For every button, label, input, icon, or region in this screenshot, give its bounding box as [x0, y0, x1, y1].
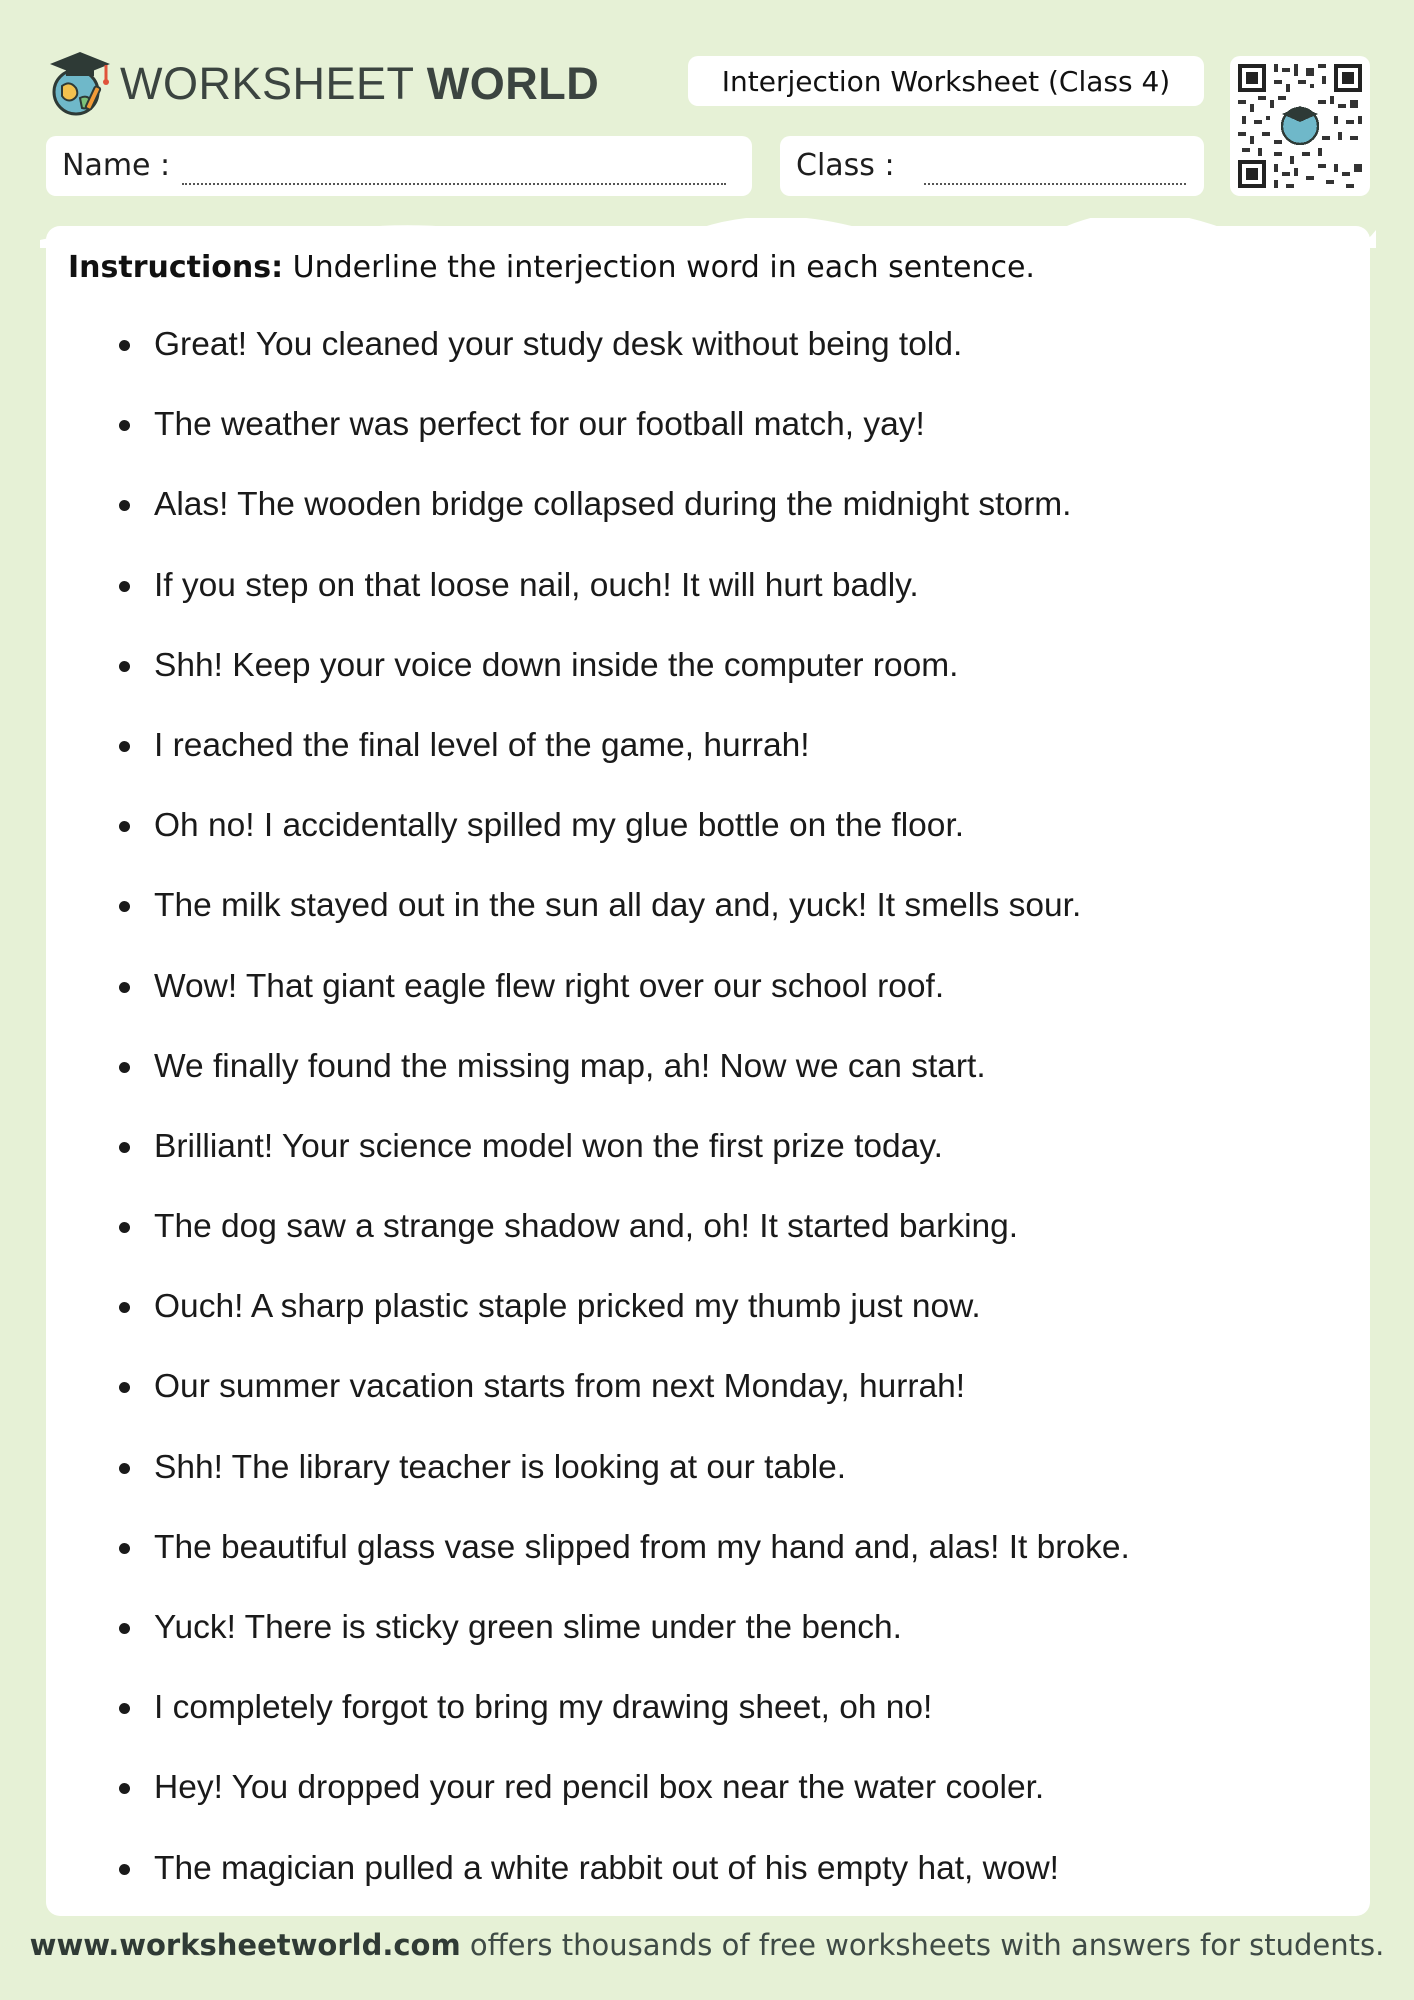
question-item: Oh no! I accidentally spilled my glue bottle on the floor. — [46, 805, 1130, 885]
question-item: Our summer vacation starts from next Monday, hurrah! — [46, 1366, 1130, 1446]
name-field[interactable] — [46, 136, 752, 196]
qr-code-icon — [1238, 64, 1362, 188]
question-item: Yuck! There is sticky green slime under the bench. — [46, 1607, 1130, 1687]
question-item: The weather was perfect for our football match, yay! — [46, 404, 1130, 484]
question-item: Hey! You dropped your red pencil box near the water cooler. — [46, 1767, 1130, 1847]
instructions-label: Instructions: — [68, 250, 284, 285]
question-item: Wow! That giant eagle flew right over our school roof. — [46, 966, 1130, 1046]
name-write-line[interactable] — [182, 183, 726, 185]
name-label: Name : — [62, 148, 171, 183]
brand-name — [120, 57, 600, 109]
question-item: Great! You cleaned your study desk without being told. — [46, 324, 1130, 404]
question-item: Shh! Keep your voice down inside the computer room. — [46, 645, 1130, 725]
question-item: The milk stayed out in the sun all day and, yuck! It smells sour. — [46, 885, 1130, 965]
worksheet-title-box — [688, 56, 1204, 106]
question-item: If you step on that loose nail, ouch! It will hurt badly. — [46, 565, 1130, 645]
class-label: Class : — [796, 148, 895, 183]
worksheet-title: Interjection Worksheet (Class 4) — [721, 64, 1171, 98]
question-item: Ouch! A sharp plastic staple pricked my thumb just now. — [46, 1286, 1130, 1366]
footer-site-link[interactable]: www.worksheetworld.com — [29, 1928, 461, 1962]
instructions-text: Underline the interjection word in each sentence. — [283, 250, 1035, 285]
question-item: The beautiful glass vase slipped from my hand and, alas! It broke. — [46, 1527, 1130, 1607]
brand-logo — [46, 46, 599, 120]
class-write-line[interactable] — [924, 183, 1186, 185]
question-item: The magician pulled a white rabbit out of his empty hat, wow! — [46, 1848, 1130, 1928]
instructions — [68, 250, 1035, 285]
brand-name-bold: WORLD — [426, 57, 600, 109]
question-list — [46, 324, 1130, 1928]
question-item: The dog saw a strange shadow and, oh! It started barking. — [46, 1206, 1130, 1286]
question-item: I completely forgot to bring my drawing sheet, oh no! — [46, 1687, 1130, 1767]
question-item: Brilliant! Your science model won the first prize today. — [46, 1126, 1130, 1206]
qr-code[interactable] — [1230, 56, 1370, 196]
footer — [0, 1928, 1414, 1962]
question-item: We finally found the missing map, ah! Now we can start. — [46, 1046, 1130, 1126]
graduation-cap-globe-icon — [46, 46, 114, 120]
question-item: Shh! The library teacher is looking at our table. — [46, 1447, 1130, 1527]
question-item: Alas! The wooden bridge collapsed during the midnight storm. — [46, 484, 1130, 564]
footer-text: offers thousands of free worksheets with answers for students. — [460, 1928, 1385, 1962]
question-item: I reached the final level of the game, hurrah! — [46, 725, 1130, 805]
class-field[interactable] — [780, 136, 1204, 196]
brand-name-light: WORKSHEET — [120, 57, 414, 109]
worksheet-card — [46, 226, 1370, 1916]
